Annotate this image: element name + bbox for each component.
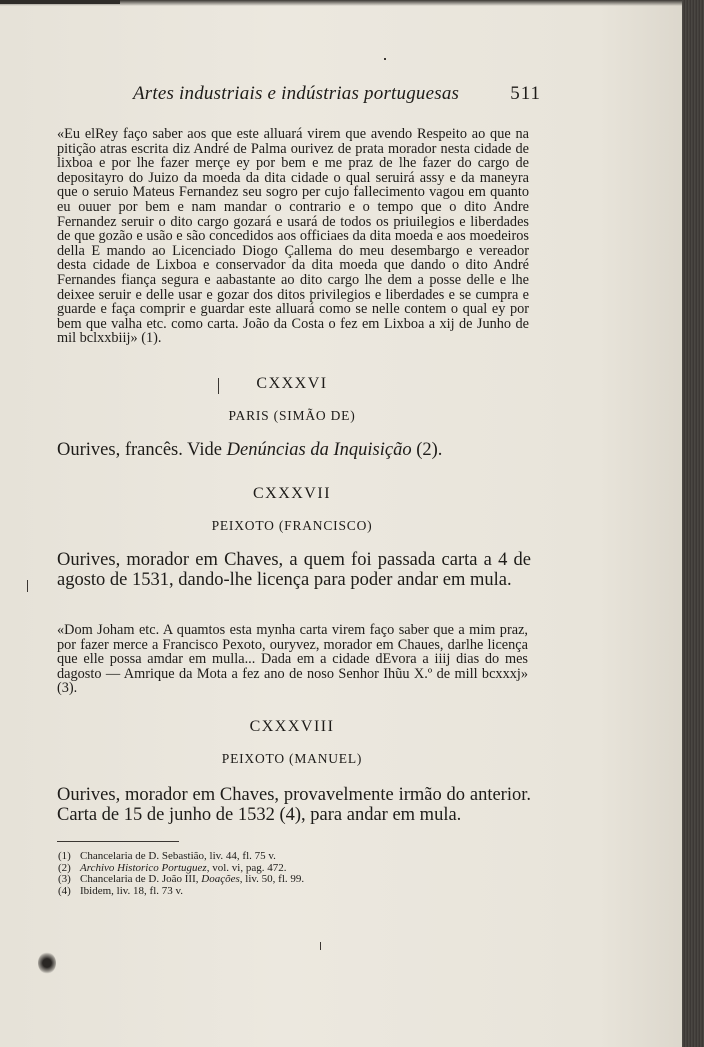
stray-mark xyxy=(27,580,28,592)
entry-text-138: Ourives, morador em Chaves, provavelmente irmão do anterior. Carta de 15 de junho de 1532 (4), para andar em mula. xyxy=(57,785,531,825)
quoted-document-1: «Eu elRey faço saber aos que este alluará virem que avendo Respeito ao que na pitição atras escrita diz André de Palma ourivez de prata morador nesta cidade de lixboa e por lhe fazer merçe ey por bem e me praz de lhe fazer do cargo de depositayro do Juizo da moeda da dita cidade o qual seruirá assy e da maneyra que o seruio Mateus Fernandez seu sogro per cujo fallecimento vagou em quanto eu ouuer por bem e nam mandar o contrario e o tempo que o dito Andre Fernandez seruir o dito cargo gozará e usará de todos os priuilegios e liberdades de que gozão e usão e são concedidos aos officiaes da dita moeda e aos moedeiros della E mando ao Licenciado Diogo Çallema do meu desembargo e vereador desta cidade de Lixboa e conservador da dita moeda que dando o dito André Fernandes fiança segura e aabastante ao dito cargo lhe dem a posse delle e lhe deixee seruir e delle usar e gozar dos ditos privilegios e liberdades e se cumpra e guarde e faça comprir e guardar este alluará como se nelle contem o qual ey por bem que valha etc. como carta. João da Costa o fez em Lixboa a xij de Junho de mil bclxxbiij» (1). xyxy=(57,126,529,347)
entry-text-136-after: (2). xyxy=(411,440,443,460)
entry-name-136: PARIS (SIMÃO DE) xyxy=(228,408,356,423)
stray-mark xyxy=(384,58,386,60)
entry-text-137: Ourives, morador em Chaves, a quem foi passada carta a 4 de agosto de 1531, dando-lhe licença para poder andar em mula. xyxy=(57,550,531,590)
page-number: 511 xyxy=(510,83,541,104)
entry-text-136 xyxy=(57,441,531,461)
footnote-mark: (2) xyxy=(58,861,71,874)
footnote-mark: (1) xyxy=(58,850,71,862)
ink-blot xyxy=(38,952,56,974)
footnote-italic: Archivo Historico Portuguez xyxy=(80,861,207,874)
footnote-text: Chancelaria de D. Sebastião, liv. 44, fl. 75 v. xyxy=(80,850,276,862)
running-head-title: Artes industriais e indústrias portuguesas xyxy=(133,83,460,104)
footnote-mark: (3) xyxy=(58,873,71,886)
footnotes xyxy=(58,850,460,897)
entry-name-137: PEIXOTO (FRANCISCO) xyxy=(211,518,373,533)
book-edge xyxy=(682,0,704,1047)
footnote-text: , liv. 50, fl. 99. xyxy=(239,873,305,886)
entry-number-138: CXXXVIII xyxy=(249,718,335,735)
entry-text-136-italic: Denúncias da Inquisição xyxy=(226,440,412,460)
quoted-document-2: «Dom Joham etc. A quamtos esta mynha carta virem faço saber que a mim praz, por fazer merce a Francisco Pexoto, ouryvez, morador em Chaues, darlhe licença que elle possa amdar em mulla... Dada em a cidade dEvora a iiij dias do mes dagosto — Amrique da Mota a fez ano de noso Senhor Ihũu X.º de mill bcxxxj» (3). xyxy=(57,622,528,697)
stray-mark xyxy=(218,378,219,394)
footnote-text: Ibidem, liv. 18, fl. 73 v. xyxy=(80,884,184,897)
footnote-4 xyxy=(58,884,460,898)
entry-name-138: PEIXOTO (MANUEL) xyxy=(221,751,363,766)
page-corner-shadow xyxy=(0,0,120,4)
entry-number-136: CXXXVI xyxy=(256,375,328,392)
footnote-text-before: Chancelaria de D. João III, xyxy=(80,873,202,886)
footnote-text: , vol. vi, pag. 472. xyxy=(206,861,287,874)
stray-mark xyxy=(320,942,321,950)
entry-text-136-plain: Ourives, francês. Vide xyxy=(57,440,227,460)
footnote-mark: (4) xyxy=(58,884,71,897)
running-head xyxy=(55,83,541,107)
footnote-rule xyxy=(57,841,179,842)
footnote-italic: Doações xyxy=(201,873,240,886)
entry-number-137: CXXXVII xyxy=(252,485,332,502)
